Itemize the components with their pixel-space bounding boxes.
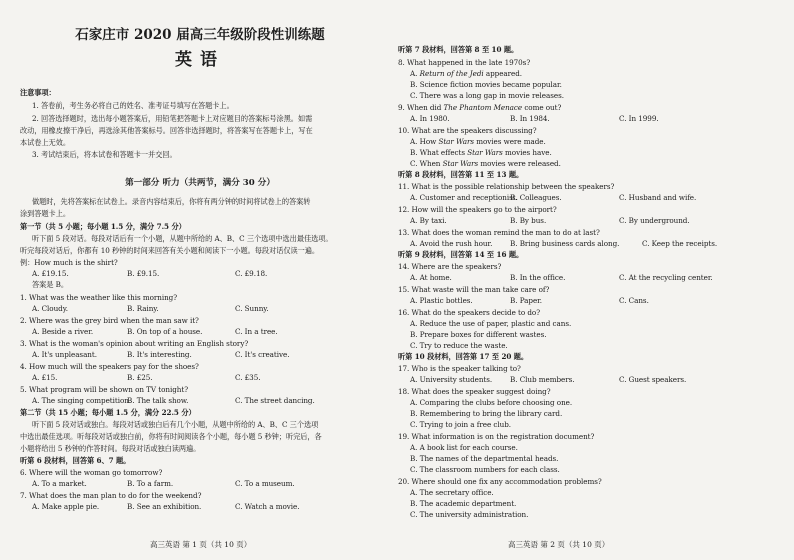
notes-heading: 注意事项： (20, 88, 56, 97)
question: 15. What waste will the man take care of? (398, 285, 550, 294)
option-c: C. Keep the receipts. (642, 239, 718, 248)
option-b: B. In the office. (510, 273, 566, 282)
option-b: B. The talk show. (127, 396, 189, 405)
option-a: A. Comparing the clubs before choosing one. (410, 398, 573, 407)
option-c: C. The university administration. (410, 510, 529, 519)
question: 1. What was the weather like this morning? (20, 293, 178, 302)
left-page (20, 0, 380, 560)
option-c: C. Husband and wife. (619, 193, 697, 202)
example-option: C. £9.18. (235, 269, 268, 278)
right-page (398, 0, 778, 560)
option-c: C. The street dancing. (235, 396, 315, 405)
question: 5. What program will be shown on TV tonight? (20, 385, 189, 394)
option-c: C. By underground. (619, 216, 690, 225)
question: 17. Who is the speaker talking to? (398, 364, 521, 373)
question: 6. Where will the woman go tomorrow? (20, 468, 163, 477)
material-heading: 听第 9 段材料，回答第 14 至 16 题。 (398, 250, 524, 259)
option-a: A. University students. (410, 375, 493, 384)
option-b: B. Science fiction movies became popular. (410, 80, 562, 89)
option-a: A. How Star Wars movies were made. (410, 137, 546, 146)
material-heading: 听第 10 段材料，回答第 17 至 20 题。 (398, 352, 529, 361)
section-one-instruction: 听完每段对话后，你都有 10 秒钟的时间来回答有关小题和阅读下一小题。每段对话仅读一遍。 (20, 246, 320, 255)
option-c: C. The classroom numbers for each class. (410, 465, 560, 474)
question: 8. What happened in the late 1970s? (398, 58, 531, 67)
option-a: A. It's unpleasant. (32, 350, 97, 359)
section-two-instruction: 小题将给出 5 秒钟的作答时间。每段对话或独白读两遍。 (20, 444, 201, 453)
section-two-title: 第二节（共 15 小题；每小题 1.5 分，满分 22.5 分） (20, 408, 196, 417)
intro-line: 做题时，先将答案标在试卷上。录音内容结束后，你将有两分钟的时间将试卷上的答案转 (32, 197, 311, 206)
question: 13. What does the woman remind the man to do at last? (398, 228, 600, 237)
option-c: C. It's creative. (235, 350, 290, 359)
example-answer: 答案是 B。 (32, 280, 69, 289)
option-c: C. Sunny. (235, 304, 269, 313)
option-c: C. Cans. (619, 296, 649, 305)
section-two-instruction: 听下面 5 段对话或独白。每段对话或独白后有几个小题，从题中所给的 A、B、C 三个选项 (32, 420, 319, 429)
option-c: C. In a tree. (235, 327, 278, 336)
part-one-title: 第一部分 听力（共两节，满分 30 分） (125, 178, 275, 188)
note-line: 1. 答卷前，考生务必将自己的姓名、准考证号填写在答题卡上。 (32, 101, 234, 110)
page-footer-left: 高三英语 第 1 页（共 10 页） (150, 540, 252, 549)
option-b: B. In 1984. (510, 114, 550, 123)
question: 4. How much will the speakers pay for the shoes? (20, 362, 199, 371)
option-a: A. By taxi. (410, 216, 447, 225)
question: 7. What does the man plan to do for the weekend? (20, 491, 202, 500)
option-a: A. Customer and receptionist. (410, 193, 518, 202)
option-b: B. It's interesting. (127, 350, 192, 359)
option-a: A. Return of the Jedi appeared. (410, 69, 523, 78)
option-a: A. Make apple pie. (32, 502, 100, 511)
note-line: 改动，用橡皮擦干净后，再选涂其他答案标号。回答非选择题时，将答案写在答题卡上，写在 (20, 126, 313, 135)
question: 12. How will the speakers go to the airport? (398, 205, 557, 214)
option-a: A. In 1980. (410, 114, 450, 123)
option-c: C. Try to reduce the waste. (410, 341, 508, 350)
option-c: C. Watch a movie. (235, 502, 300, 511)
option-b: B. Prepare boxes for different wastes. (410, 330, 547, 339)
option-a: A. The secretary office. (410, 488, 494, 497)
option-c: C. In 1999. (619, 114, 659, 123)
option-b: B. Colleagues. (510, 193, 562, 202)
option-a: A. Avoid the rush hour. (410, 239, 493, 248)
option-c: C. Guest speakers. (619, 375, 687, 384)
option-c: C. To a museum. (235, 479, 295, 488)
intro-line: 涂到答题卡上。 (20, 209, 70, 218)
section-two-instruction: 中选出最佳选项。听每段对话或独白前，你将有时间阅读各个小题，每小题 5 秒钟；听完后，各 (20, 432, 322, 441)
option-b: B. £25. (127, 373, 153, 382)
option-b: B. Bring business cards along. (510, 239, 620, 248)
option-b: B. To a farm. (127, 479, 174, 488)
question: 19. What information is on the registration document? (398, 432, 595, 441)
question: 11. What is the possible relationship between the speakers? (398, 182, 615, 191)
example-option: A. £19.15. (32, 269, 69, 278)
question: 2. Where was the grey bird when the man saw it? (20, 316, 199, 325)
question: 3. What is the woman's opinion about writing an English story? (20, 339, 249, 348)
option-a: A. Cloudy. (32, 304, 69, 313)
option-a: A. Plastic bottles. (410, 296, 473, 305)
option-a: A. £15. (32, 373, 58, 382)
material-heading: 听第 8 段材料，回答第 11 至 13 题。 (398, 170, 524, 179)
option-b: B. The names of the departmental heads. (410, 454, 559, 463)
option-b: B. On top of a house. (127, 327, 203, 336)
page-footer-right: 高三英语 第 2 页（共 10 页） (508, 540, 610, 549)
question: 10. What are the speakers discussing? (398, 126, 537, 135)
option-a: A. Reduce the use of paper, plastic and cans. (410, 319, 572, 328)
question: 18. What does the speaker suggest doing? (398, 387, 551, 396)
note-line: 本试卷上无效。 (20, 138, 70, 147)
option-a: A. A book list for each course. (410, 443, 518, 452)
option-a: A. At home. (410, 273, 452, 282)
option-b: B. Rainy. (127, 304, 159, 313)
option-c: C. At the recycling center. (619, 273, 713, 282)
option-c: C. Trying to join a free club. (410, 420, 511, 429)
material-heading: 听第 7 段材料，回答第 8 至 10 题。 (398, 45, 519, 54)
note-line: 2. 回答选择题时，选出每小题答案后，用铅笔把答题卡上对应题目的答案标号涂黑。如需 (32, 114, 313, 123)
option-b: B. Paper. (510, 296, 542, 305)
option-b: B. See an exhibition. (127, 502, 202, 511)
option-b: B. The academic department. (410, 499, 517, 508)
subject-title: 英语 (175, 50, 225, 70)
option-c: C. £35. (235, 373, 261, 382)
question: 9. When did The Phantom Menace come out? (398, 103, 562, 112)
option-c: C. When Star Wars movies were released. (410, 159, 561, 168)
option-a: A. The singing competition. (32, 396, 132, 405)
option-a: A. Beside a river. (32, 327, 94, 336)
section-one-title: 第一节（共 5 小题；每小题 1.5 分，满分 7.5 分） (20, 222, 186, 231)
option-c: C. There was a long gap in movie releases. (410, 91, 564, 100)
example-question: 例：How much is the shirt? (20, 258, 118, 267)
question: 16. What do the speakers decide to do? (398, 308, 541, 317)
question: 20. Where should one fix any accommodation problems? (398, 477, 602, 486)
option-b: B. What effects Star Wars movies have. (410, 148, 552, 157)
example-option: B. £9.15. (127, 269, 160, 278)
question: 14. Where are the speakers? (398, 262, 502, 271)
section-one-instruction: 听下面 5 段对话。每段对话后有一个小题，从题中所给的 A、B、C 三个选项中选出最佳选项。 (32, 234, 333, 243)
note-line: 3. 考试结束后，将本试卷和答题卡一并交回。 (32, 150, 177, 159)
option-b: B. By bus. (510, 216, 547, 225)
exam-title: 石家庄市 2020 届高三年级阶段性训练题 (75, 27, 325, 43)
option-b: B. Club members. (510, 375, 575, 384)
material-heading: 听第 6 段材料，回答第 6、7 题。 (20, 456, 131, 465)
option-b: B. Remembering to bring the library card. (410, 409, 563, 418)
option-a: A. To a market. (32, 479, 87, 488)
